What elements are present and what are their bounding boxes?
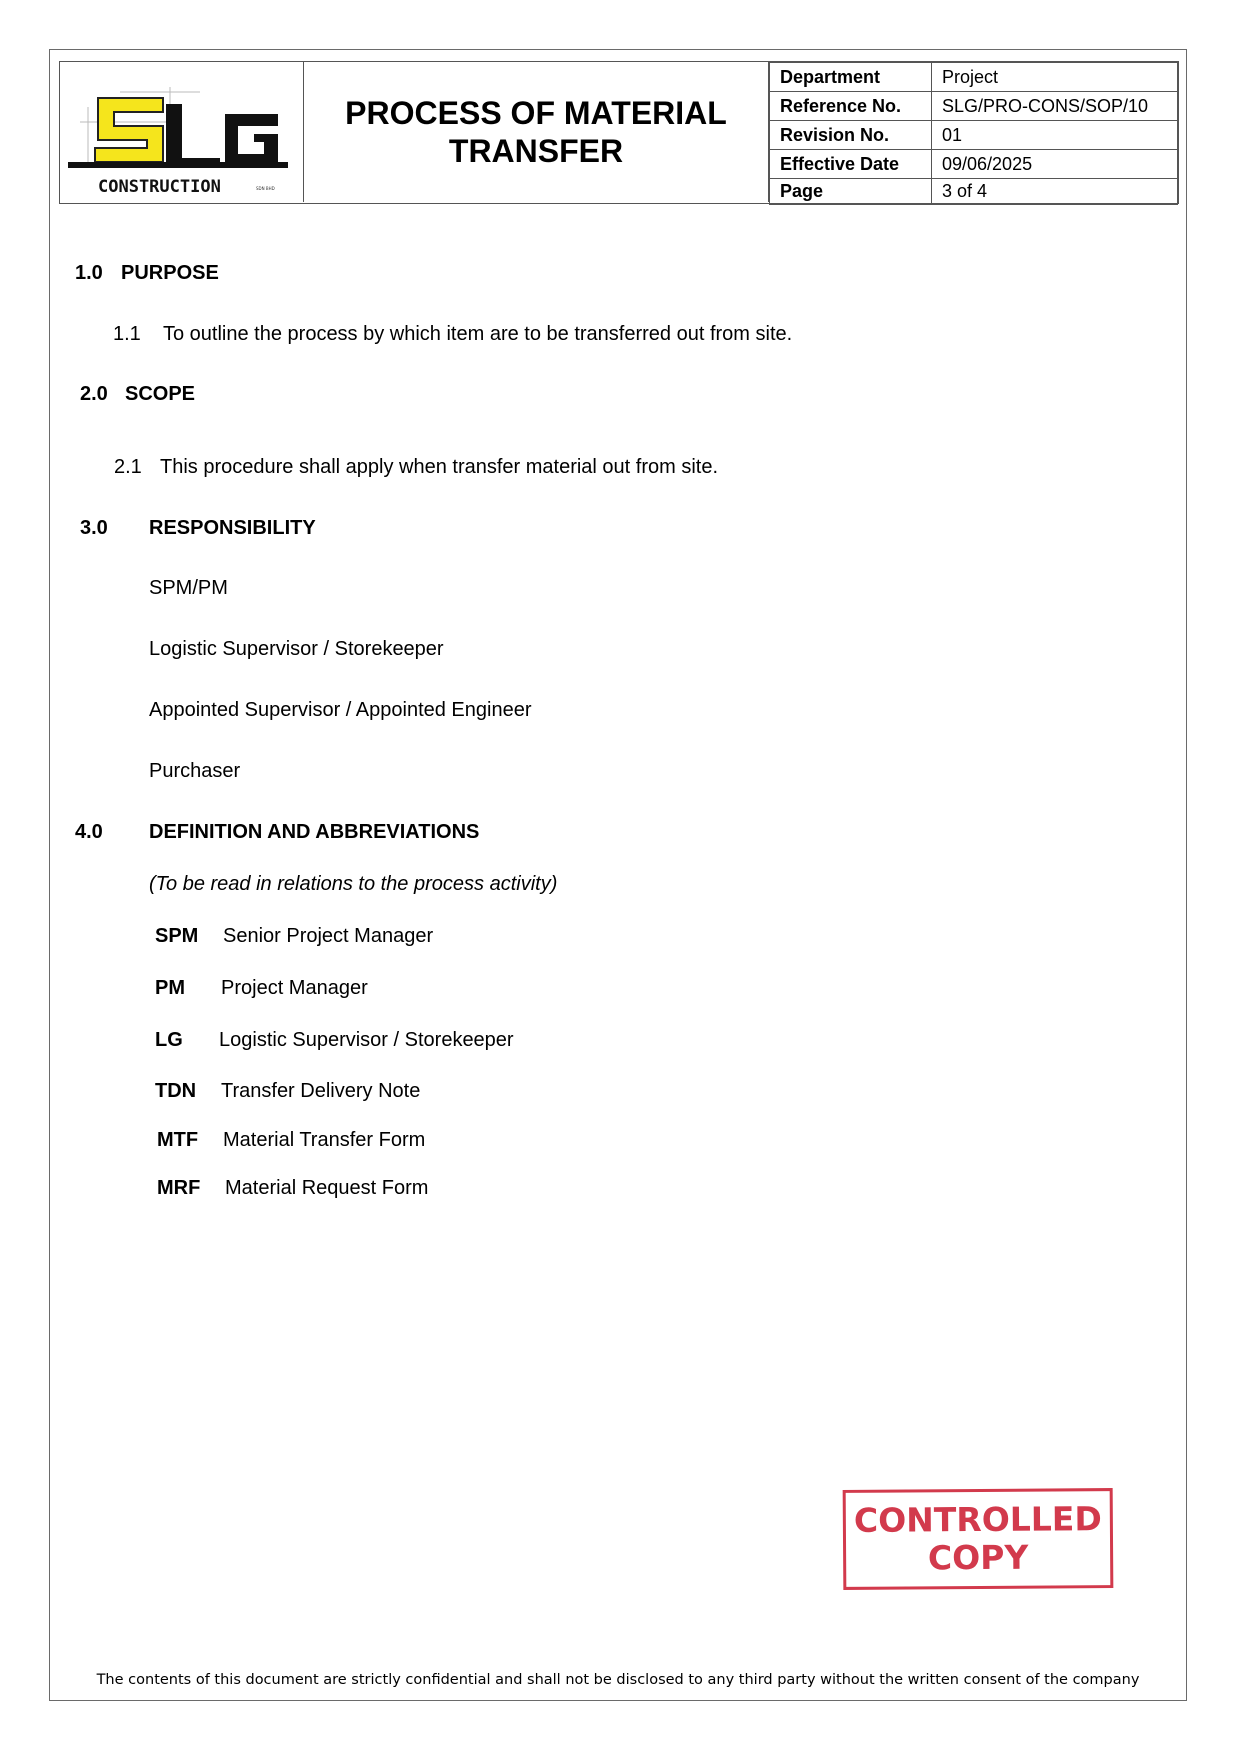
scope-item-text: This procedure shall apply when transfer material out from site. xyxy=(160,456,719,478)
definitions-note: (To be read in relations to the process activity) xyxy=(149,873,558,895)
meta-value: 3 of 4 xyxy=(932,179,1178,205)
meta-key: Department xyxy=(770,63,932,92)
abbreviation-description: Senior Project Manager xyxy=(223,925,434,947)
logo-subtext: CONSTRUCTION xyxy=(98,177,221,197)
meta-row xyxy=(770,121,1178,150)
responsibility-item: Appointed Supervisor / Appointed Engineer xyxy=(149,699,532,721)
company-logo xyxy=(60,62,304,202)
abbreviation: TDN xyxy=(155,1080,197,1102)
section-title-definitions: DEFINITION AND ABBREVIATIONS xyxy=(149,821,480,843)
logo-small-text: SDN BHD xyxy=(256,186,275,191)
meta-value: 01 xyxy=(932,121,1178,150)
abbreviation: PM xyxy=(155,977,185,999)
meta-row xyxy=(770,63,1178,92)
confidentiality-footer: The contents of this document are strictly confidential and shall not be disclosed to any third party without the written consent of the company xyxy=(96,1672,1140,1688)
abbreviation: LG xyxy=(155,1029,183,1051)
meta-key: Page xyxy=(770,179,932,205)
abbreviation: MRF xyxy=(157,1177,201,1199)
responsibility-item: Purchaser xyxy=(149,760,241,782)
section-number-responsibility: 3.0 xyxy=(80,517,108,539)
meta-value: SLG/PRO-CONS/SOP/10 xyxy=(932,92,1178,121)
scope-item-number: 2.1 xyxy=(114,456,142,478)
abbreviation-description: Logistic Supervisor / Storekeeper xyxy=(219,1029,514,1051)
section-title-scope: SCOPE xyxy=(125,383,196,405)
section-number-definitions: 4.0 xyxy=(75,821,103,843)
responsibility-item: Logistic Supervisor / Storekeeper xyxy=(149,638,444,660)
responsibility-item: SPM/PM xyxy=(149,577,228,599)
document-meta-table xyxy=(769,62,1178,205)
purpose-item-number: 1.1 xyxy=(113,323,141,345)
slg-logo-graphic xyxy=(60,62,300,202)
meta-value: Project xyxy=(932,63,1178,92)
abbreviation-description: Material Request Form xyxy=(225,1177,429,1199)
meta-row xyxy=(770,92,1178,121)
purpose-item-text: To outline the process by which item are to be transferred out from site. xyxy=(163,323,793,345)
document-header xyxy=(59,61,1179,204)
stamp-line: COPY xyxy=(927,1537,1029,1578)
stamp-line: CONTROLLED xyxy=(853,1499,1102,1540)
abbreviation-description: Project Manager xyxy=(221,977,368,999)
meta-key: Reference No. xyxy=(770,92,932,121)
title-cell xyxy=(304,62,769,202)
section-number-purpose: 1.0 xyxy=(75,262,103,284)
controlled-copy-stamp xyxy=(843,1488,1114,1590)
meta-key: Revision No. xyxy=(770,121,932,150)
abbreviation-description: Material Transfer Form xyxy=(223,1129,426,1151)
meta-value: 09/06/2025 xyxy=(932,150,1178,179)
meta-key: Effective Date xyxy=(770,150,932,179)
document-title: PROCESS OF MATERIAL TRANSFER xyxy=(345,95,727,169)
section-title-purpose: PURPOSE xyxy=(121,262,219,284)
abbreviation: MTF xyxy=(157,1129,199,1151)
abbreviation-description: Transfer Delivery Note xyxy=(221,1080,421,1102)
section-title-responsibility: RESPONSIBILITY xyxy=(149,517,316,539)
section-number-scope: 2.0 xyxy=(80,383,108,405)
meta-row xyxy=(770,150,1178,179)
abbreviation: SPM xyxy=(155,925,199,947)
meta-row xyxy=(770,179,1178,205)
